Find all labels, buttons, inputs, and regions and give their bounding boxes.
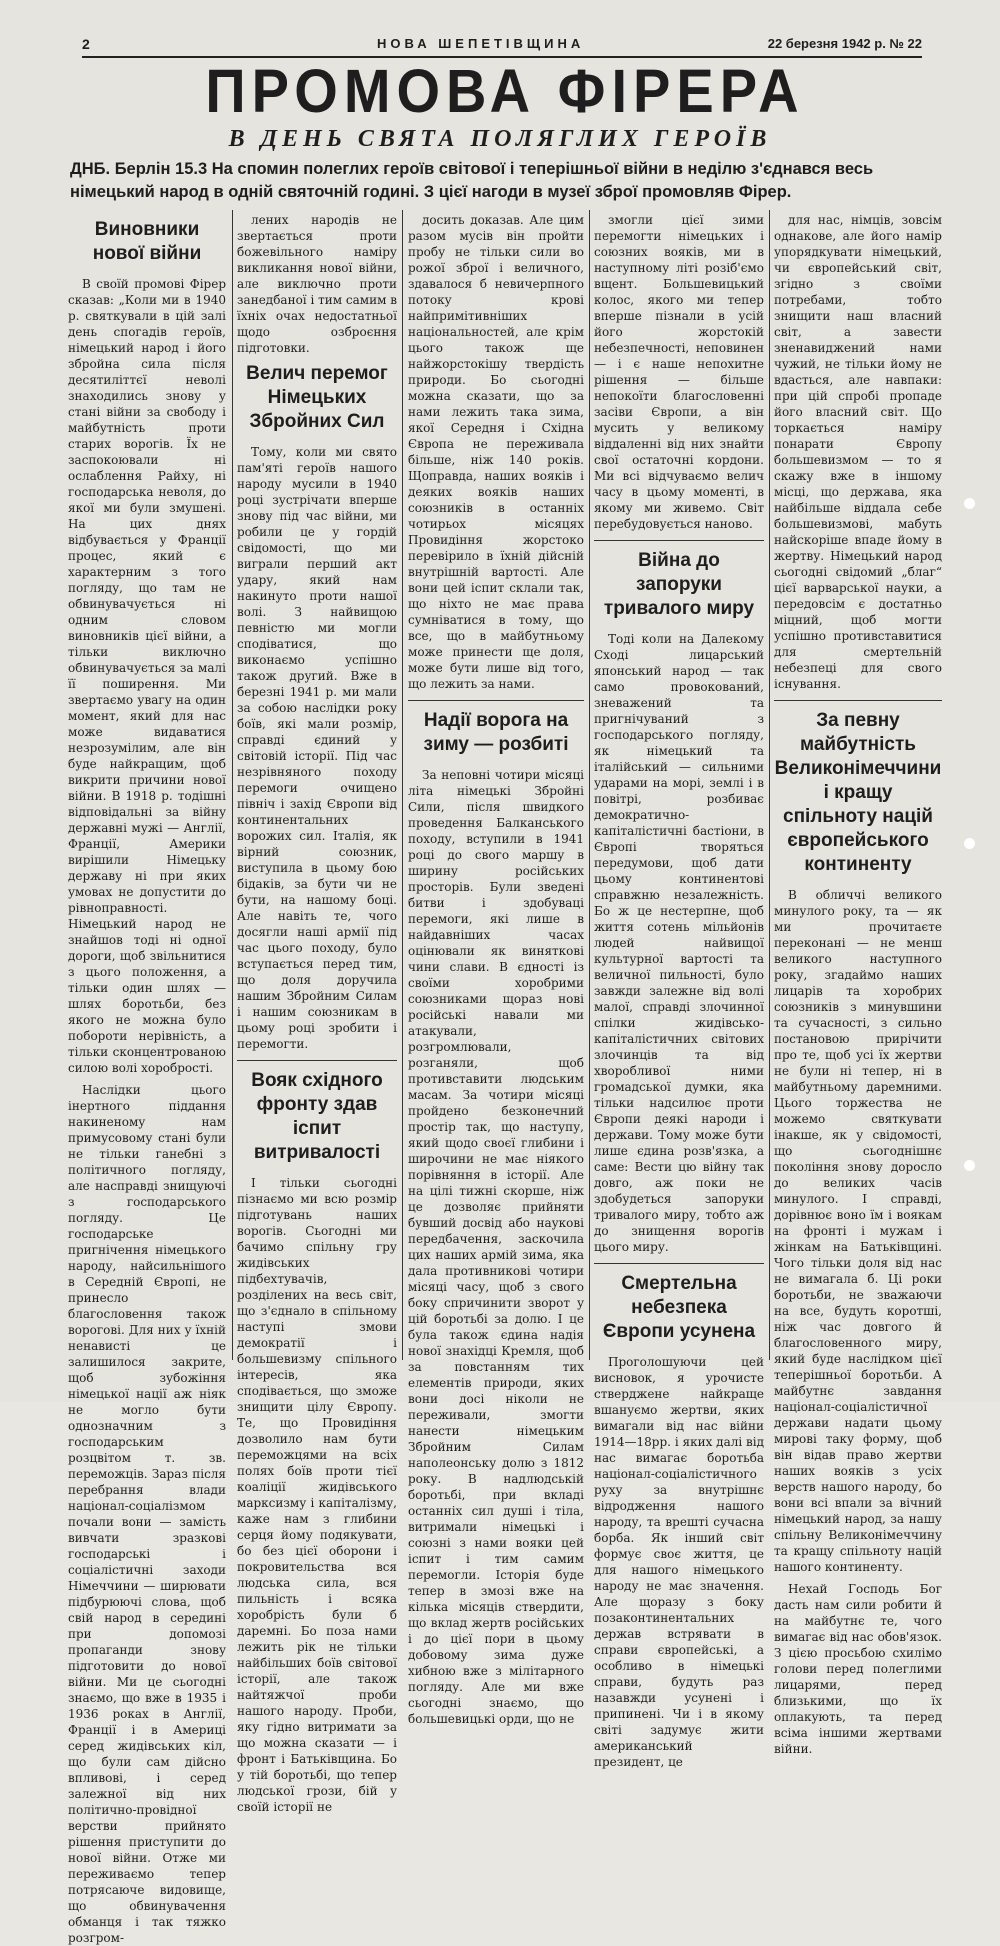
binder-hole xyxy=(964,838,975,849)
section-rule xyxy=(594,1263,764,1264)
col2-heading-2: Вояк східного фронту здав іспит витривалості xyxy=(251,1070,383,1163)
dateline: 22 березня 1942 р. № 22 xyxy=(767,36,922,51)
col1-paragraph-1: В своїй промові Фірер сказав: „Коли ми в 1940 р. святкували в цій залі день спогадів героїв, німецький народ і його збройна сила після десятиліттєї неволі знаходились знову у стані війни за свободу і майбутність проти старих ворогів. Їх не заспокоювали ні ослаблення Райху, ні господарська неволя, до якої ми були змушені. На цих днях відбувається у Франції процес, який є характерним з того погляду, що там не обвинувачується ні одним словом виновників цієї війни, а тільки виключно обвинувачується за малі її поширення. Ми звертаємо увагу на один момент, який для нас може видаватися незрозумілим, але він буде найкращим, щоб викрити причини нової війни. В 1918 р. тодішні відповідальні за війну державні мужі — Англії, Франції, Америки вирішили Німецьку державу ні при яких умовах не допустити до рівноправності. Німецький народ не знайшов тоді ні одної дороги, щоб звільнитися з цього положення, а тільки один шлях — шлях боротьби, без якого не можна було побороти нерівність, а тільки сконцентрованою силою волі хоробрості. xyxy=(68,277,226,1075)
col1-paragraph-2: Наслідки цього інертного піддання накиненому нам примусовому стані були не тільки ганебні з політичного погляду, але насправді знищуючі з господарського погляду. Це господарське пригнічення німецького народу, найсильнішого в Середній Європі, не принесло благословення також ворогові. Для них у їхній ненависті це залишилося закрите, щоб зубожіння німецької нації аж ніяк не могло бути однозначним з господарським розцвітом т. зв. переможців. Зараз після перебрання влади націонал-соціалізмом почали вони — замість вивчати зразкові господарські і соціалістичні заходи Німеччини — ширювати підбурюючі слова, щоб свій народ в середині при допомозі пропаганди знову підготовити до нової війни. Ми це сьогодні знаємо, що вже в 1935 і 1936 роках в Англії, Франції і в Америці серед жидівських кіл, що були сам дійсно впливові, і серед залежної від них політично-провідної верстви прийнято рішення приступити до нової війни. Отже ми переживаємо тепер потрясаюче видовище, що обвинувачення обманця і так тяжко розгром- xyxy=(68,1083,226,1945)
lead-paragraph: ДНБ. Берлін 15.3 На спомин полеглих героїв світової і теперішньої війни в неділю з'єднався весь німецький народ в одній святочній годині. З цієї нагоди в музеї зброї промовляв Фірер. xyxy=(70,160,874,201)
col1-heading: Виновники нової війни xyxy=(92,219,202,264)
binder-hole xyxy=(964,498,975,509)
col2-heading-1: Велич перемог Німецьких Збройних Сил xyxy=(246,363,388,432)
col4-heading-1: Війна до запоруки тривалого миру xyxy=(603,550,755,619)
column-1 xyxy=(68,212,226,1945)
col4-paragraph-2: Проголошуючи цей висновок, я урочисте стверджене найкраще вшануємо жертви, яких вимагали від нас війни 1914—18рр. і яких далі від нас вимагає боротьба націонал-соціалістичного руху за внутрішнє відродження нашого народу, та врешті сучасна борба. Як інший світ формує своє життя, це для нашого німецького народу не має значення. Але щоразу з боку позаконтинентальних держав встрявати в справи європейські, а особливо в німецькі справи, будуть раз назавжди усунені і припинені. Чи і в якому світі задумує жити американський президент, це xyxy=(594,1355,764,1769)
col5-heading-1: За певну майбутність Великонімеччини і кращу спільноту націй європейського континенту xyxy=(774,710,942,875)
page-number: 2 xyxy=(82,36,90,52)
col2-paragraph-0: лених народів не звертається проти божевільного наміру викликання нової війни, але виключно проти занедбаної і тим самим в їхніх очах недостатньої щодо озброєння підготовки. xyxy=(237,213,397,355)
section-rule xyxy=(237,1060,397,1061)
col5-paragraph-0: для нас, німців, зовсім однакове, але його намір упорядкувати німецький, чи європейський світ, згідно з своїми потребами, тобто знищити наш власний світ, а завести зненавиджений нами чужий, не тільки йому не вдасться, але навпаки: при цій спробі пропаде його власний світ. Що торкається наміру понарати Європу большевизмом — то я скажу вже в іншому місці, що держава, яка найбільше віддала себе большевизмові, мабуть найскоріше впаде йому в жертву. Німецький народ сьогодні свідомий „благ“ цієї варварської науки, а передовсім є достатньо міцний, щоб могти успішно противставитися для смертельній небезпеці для свого існування. xyxy=(774,213,942,691)
col4-paragraph-0: змогли цієї зими перемогти німецьких і союзних вояків, ми в наступному літі розіб'ємо вщент. Большевицький колос, якого ми тепер вперше пізнали в усій його жорстокій небезпечності, неповинен — і є наше непохитне рішення — більше непокоїти благословенні засіви Європи, а він мусить у великому віддаленні від них знайти свої остаточні кордони. Ми всі відчуваємо велич часу в цьому моменті, в якому ми живемо. Світ перебудовується наново. xyxy=(594,213,764,531)
newspaper-name: НОВА ШЕПЕТІВЩИНА xyxy=(377,36,585,51)
headline: ПРОМОВА ФІРЕРА xyxy=(205,55,805,126)
col2-paragraph-2: І тільки сьогодні пізнаємо ми всю розмір підготувань наших ворогів. Сьогодні ми бачимо спільну гру жидівських підбехтувачів, розділених на весь світ, що з'єднало в спільному наступі змови демократії і большевизму спільного інтересів, яка сподівається, що зможе знищити цілу Європу. Те, що Провидіння дозволило нам бути переможцями на всіх полях боїв проти тієї коаліції жидівського марксизму і капіталізму, каже нам з глибини серця йому подякувати, бо без цієї оборони і покровительства вся людська сила, вся пильність і всяка хоробрість були б даремні. Бо поза нами лежить рік не тільки найбільших боїв світової історії, але також найтяжчої проби нашого народу. Проби, яку гідно витримати за що можна сказати — і фронт і Батьківщина. Бо у тій боротьбі, що тепер людської грози, бій у своїй історії не xyxy=(237,1176,397,1814)
section-rule xyxy=(594,540,764,541)
binder-hole xyxy=(964,1160,975,1171)
col5-paragraph-1: В обличчі великого минулого року, та — як ми прочитаєте переконані — не менш великого наступного року, згадаймо наших лицарів та хоробрих союзників з минувшини та сучасності, з сильно постановою прирічити про те, щоб усі їх жертви не були ні тепер, ні в майбутньому даремними. Цього торжества не можемо святкувати інакше, як у свідомості, що сьогоднішнє покоління знову доросло до великих часів минулого. І справді, дорівнює воно їм і воякам на фронті і мужам і жінкам на Батьківщині. Чого тільки доля від нас не вимагала б. Ці роки боротьби, не зважаючи на все, будуть коротші, ніж час довгого й благословенного миру, який буде наслідком цієї теперішньої боротьби. А майбутнє завдання націонал-соціалістичної держави надати цьому мирові таку форму, щоб він відав право жертви наших вояків з усіх верств нашого народу, бо вони всі впали за вічний німецький народ, за нашу спільну Великонімеччину та кращу спільноту націй нашого континенту. xyxy=(774,888,942,1574)
col3-paragraph-1: За неповні чотири місяці літа німецькі Збройні Сили, після швидкого проведення Балканського походу, вступили в 1941 році до свого маршу в ширину російських просторів. Були зведені битви і здобуваці перемоги, які лише в найдавніших часах оцінювали як виняткові чини слави. В єдності із своїми хоробрими союзниками щораз нові російські навали ми атакували, розгромлювали, розганяли, щоб противставити людським масам. За чотири місяці пройдено безконечний простір так, що наступу, який щодо своєї глибини і широчини не має ніякого порівняння в історії. Але на цілі тижні скорше, ніж це дозволяє прийняти бувший досвід або наукові передбачення, заскочила цих наших армій зима, яка дала противникові чотири місяці часу, щоб з свого боку спричинити зворот у цій боротьбі за долю. І це була також єдина надія нової знахідці Кремля, щоб за повстанням тих елементів природи, яких вони досі ніколи не переживали, змогти нанести німецьким Збройним Силам наполеонську долю з 1812 року. В надлюдській боротьбі, при вкладі останніх сил душі і тіла, витримали німецькі і союзні з нами вояки цей іспит і тим самим перемогли. Історія буде тепер в змозі вже на кілька місяців ствердити, що вклад жертв російських і до цієї пори в цьому добовому зима дуже хибною вже з мілітарного погляду. Але ми вже сьогодні знаємо, що большевицькі орди, що не xyxy=(408,768,584,1726)
col3-heading-1: Надії ворога на зиму — розбиті xyxy=(423,710,569,755)
column-divider xyxy=(402,210,403,1360)
page-header xyxy=(82,36,922,56)
col4-heading-2: Смертельна небезпека Європи усунена xyxy=(602,1273,756,1342)
section-rule xyxy=(408,700,584,701)
col3-paragraph-0: досить доказав. Але цим разом мусів він пройти пробу не тільки сили во рожої зброї і величного, здавалося б невичерпного потоку крові найпримітивніших національностей, але крім цього також ще найжорстокішу твердість природи. Бо сьогодні можна сказати, що за нами лежить така зима, якої Середня і Східна Європа не переживала більше, ніж 140 років. Щоправда, наших вояків і деяких вояків наших союзників в останніх чотирьох місяцях Провидіння жорстоко перевірило в їхній дійсній внутрішній вартості. Але вони цей іспит склали так, що ніхто не має права сумніватися в тому, що все, що в майбутньому може принести ще доля, може бути лише від того, що лежить за нами. xyxy=(408,213,584,691)
column-divider xyxy=(589,210,590,1360)
column-divider xyxy=(232,210,233,1360)
section-rule xyxy=(774,700,942,701)
col5-paragraph-2: Нехай Господь Бог дасть нам сили робити й на майбутнє те, чого вимагає від нас обов'язок. З цією просьбою схилімо голови перед полеглими лицарями, перед близькими, що їх оплакують, та перед всіма іншими жертвами війни. xyxy=(774,1582,942,1756)
column-divider xyxy=(769,210,770,1360)
subheadline: В ДЕНЬ СВЯТА ПОЛЯГЛИХ ГЕРОЇВ xyxy=(228,126,772,152)
column-3 xyxy=(408,212,584,1726)
column-2 xyxy=(237,212,397,1814)
col4-paragraph-1: Тоді коли на Далекому Сході лицарський японський народ — так само провокований, зневажений та пригнічуваний з господарського погляду, як німецький та італійський — сильними ударами на морі, землі і в повітрі, розбиває демократично-капіталістичні бастіони, в Європі творяться передумови, щоб дати цьому континентові справжню незалежність. Бо ж це нестерпне, щоб життя сотень мільйонів людей найвищої культурної вартості та величної пильності, було завжди залежне від волі малої, справді злочинної спілки жидівсько-капіталістичних світових злочинців та від хворобливої ними громадської думки, яка тільки надсилює проти Європи деякі народи і держави. Тому може бути лише єдина розв'язка, а саме: Вести цю війну так довго, аж поки не здобудеться запоруки тривалого миру, тобто аж до знищення ворогів цього миру. xyxy=(594,632,764,1254)
col2-paragraph-1: Тому, коли ми свято пам'яті героїв нашого народу мусили в 1940 році зустрічати вперше знову під час війни, ми робили це у гордій свідомості, що ми виграли перший акт удару, який нам накинуто проти нашої волі. З найвищою певністю ми могли сподіватися, що виконаємо успішно також другий. Вже в березні 1941 р. ми мали за собою наслідки року боїв, які мали розмір, справді єдиний у світовій історії. Під час незрівняного походу перемоги очищено північ і захід Європи від континентальних ворожих сил. Італія, як вірний союзник, виступила в цьому бою бідаків, за бути чи не бути, на нашому боці. Але навіть те, чого досягли наші армії під час цього походу, було вступається перед тим, що доля доручила нашим Збройним Силам і нашим союзникам в цьому році зробити і перемогти. xyxy=(237,445,397,1051)
column-4 xyxy=(594,212,764,1769)
column-5 xyxy=(774,212,942,1756)
